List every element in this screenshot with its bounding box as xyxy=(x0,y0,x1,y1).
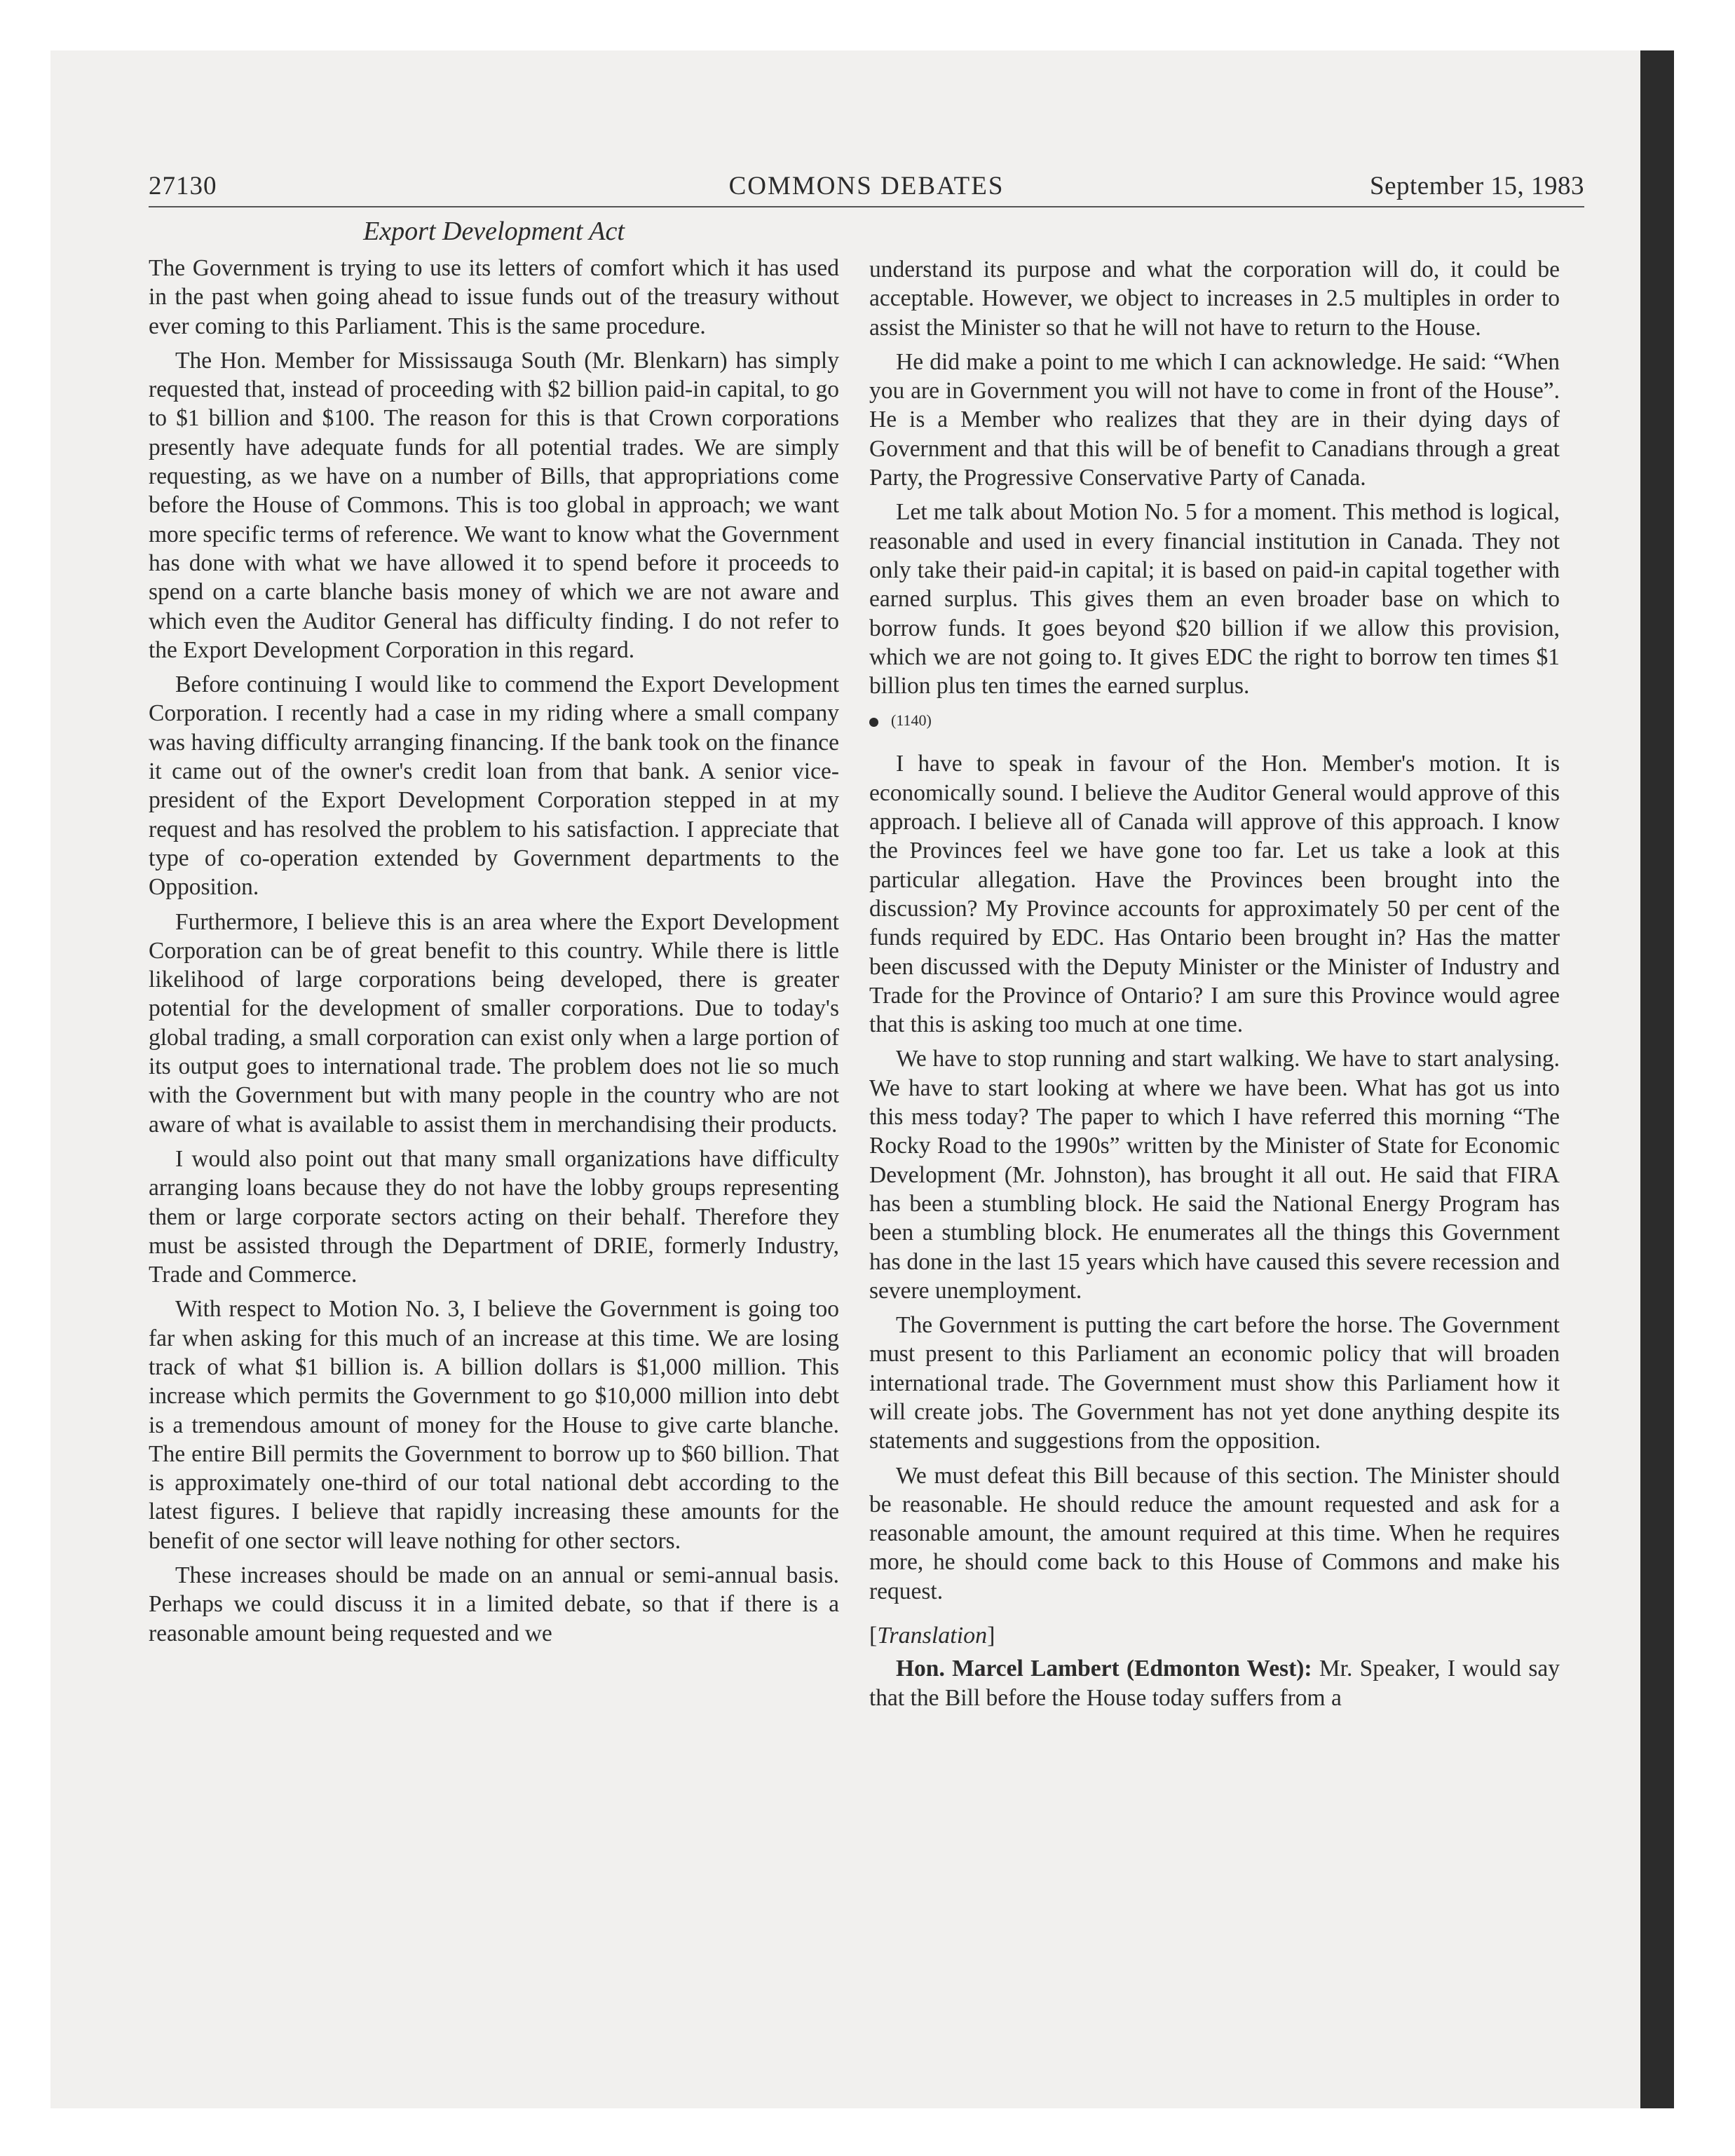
speaker-text: Mr. Speaker, I would say that the Bill before the House today suffers from a xyxy=(869,1656,1560,1711)
paragraph: These increases should be made on an annual or semi-annual basis. Perhaps we could discuss it in a limited debate, so that if there is a reasonable amount being requested and we xyxy=(149,1562,839,1646)
page-header xyxy=(149,167,1584,207)
paragraph: I have to speak in favour of the Hon. Member's motion. It is economically sound. I believe the Auditor General would approve of this approach. I believe all of Canada will approve of this approach. I know the Provinces feel we have gone too far. Let us take a look at this particular allegation. Have the Provinces been brought into the discussion? My Province accounts for approximately 50 per cent of the funds required by EDC. Has Ontario been brought in? Has the matter been discussed with the Deputy Minister or the Minister of Industry and Trade for the Province of Ontario? I am sure this Province would agree that this is asking too much at one time. xyxy=(869,751,1560,1038)
paragraph: Furthermore, I believe this is an area where the Export Development Corporation can be of great benefit to this country. While there is little likelihood of large corporations being developed, there is greater potential for the development of smaller corporations. Due to today's global trading, a small corporation can exist only when a large portion of its output goes to international trade. The problem does not lie so much with the Government but with many people in the country who are not aware of what is available to assist them in merchandising their products. xyxy=(149,908,839,1138)
page-number: 27130 xyxy=(149,172,217,200)
paragraph: He did make a point to me which I can acknowledge. He said: “When you are in Government you will not have to come in front of the House”. He is a Member who realizes that they are in their dying days of Government and that this will be of benefit to Canadians through a great Party, the Progressive Conservative Party of Canada. xyxy=(869,348,1560,491)
speaker-paragraph xyxy=(869,1654,1560,1712)
speaker-name: Hon. Marcel Lambert (Edmonton West): xyxy=(896,1656,1312,1682)
translation-open-bracket: [ xyxy=(869,1623,878,1649)
section-subtitle: Export Development Act xyxy=(363,217,625,246)
paragraph: understand its purpose and what the corporation will do, it could be acceptable. However, we object to increases in 2.5 multiples in order to assist the Minister so that he will not have to return to the House. xyxy=(869,257,1560,341)
paragraph: We have to stop running and start walking. We have to start analysing. We have to start looking at where we have been. What has got us into this mess today? The paper to which I have referred this morning “The Rocky Road to the 1990s” written by the Minister of State for Economic Development (Mr. Johnston), has brought it all out. He said that FIRA has been a stumbling block. He said the National Energy Program has been a stumbling block. He enumerates all the things this Government has done in the last 15 years which have caused this severe recession and severe unemployment. xyxy=(869,1046,1560,1304)
left-column xyxy=(149,254,839,1653)
time-marker-text: (1140) xyxy=(891,711,932,730)
paragraph: The Government is putting the cart before the horse. The Government must present to this Parliament an economic policy that will broaden international trade. The Government must show this Parliament how it will create jobs. The Government has not yet done anything despite its statements and suggestions from the opposition. xyxy=(869,1312,1560,1454)
bullet-icon xyxy=(869,718,878,727)
translation-label: Translation xyxy=(877,1623,988,1649)
header-date: September 15, 1983 xyxy=(1370,172,1584,200)
scan-edge xyxy=(1640,50,1674,2108)
publication-title: COMMONS DEBATES xyxy=(728,172,1005,200)
right-column xyxy=(869,255,1560,1718)
paragraph: With respect to Motion No. 3, I believe the Government is going too far when asking for this much of an increase at this time. We are losing track of what $1 billion is. A billion dollars is $1,000 million. This increase which permits the Government to go $10,000 million into debt is a tremendous amount of money for the House to give carte blanche. The entire Bill permits the Government to borrow up to $60 billion. That is approximately one-third of our total national debt according to the latest figures. I believe that rapidly increasing these amounts for the benefit of one sector will leave nothing for other sectors. xyxy=(149,1296,839,1554)
translation-close-bracket: ] xyxy=(987,1623,995,1649)
paragraph: The Hon. Member for Mississauga South (Mr. Blenkarn) has simply requested that, instead of proceeding with $2 billion paid-in capital, to go to $1 billion and $100. The reason for this is that Crown corporations presently have adequate funds for all potential trades. We are simply requesting, as we have on a number of Bills, that appropriations come before the House of Commons. This is too global in approach; we want more specific terms of reference. We want to know what the Government has done with what we have allowed it to spend before it proceeds to spend on a carte blanche basis money of which we are not aware and which even the Auditor General has difficulty finding. I do not refer to the Export Development Corporation in this regard. xyxy=(149,347,839,663)
paragraph: I would also point out that many small organizations have difficulty arranging loans because they do not have the lobby groups representing them or large corporate sectors acting on their behalf. Therefore they must be assisted through the Department of DRIE, formerly Industry, Trade and Commerce. xyxy=(149,1145,839,1288)
time-marker xyxy=(869,710,1560,731)
translation-note xyxy=(869,1621,1560,1650)
paragraph: Let me talk about Motion No. 5 for a moment. This method is logical, reasonable and used in every financial institution in Canada. They not only take their paid-in capital; it is based on paid-in capital together with earned surplus. This gives them an even broader base on which to borrow funds. It goes beyond $20 billion if we allow this provision, which we are not going to. It gives EDC the right to borrow ten times $1 billion plus ten times the earned surplus. xyxy=(869,499,1560,700)
paragraph: The Government is trying to use its letters of comfort which it has used in the past when going ahead to issue funds out of the treasury without ever coming to this Parliament. This is the same procedure. xyxy=(149,255,839,339)
paragraph: Before continuing I would like to commend the Export Development Corporation. I recently had a case in my riding where a small company was having difficulty arranging financing. If the bank took on the finance it came out of the owner's credit loan from that bank. A senior vice-president of the Export Development Corporation stepped in at my request and has resolved the problem to his satisfaction. I appreciate that type of co-operation extended by Government departments to the Opposition. xyxy=(149,671,839,901)
paragraph: We must defeat this Bill because of this section. The Minister should be reasonable. He should reduce the amount requested and ask for a reasonable amount, the amount required at this time. When he requires more, he should come back to this House of Commons and make his request. xyxy=(869,1462,1560,1604)
